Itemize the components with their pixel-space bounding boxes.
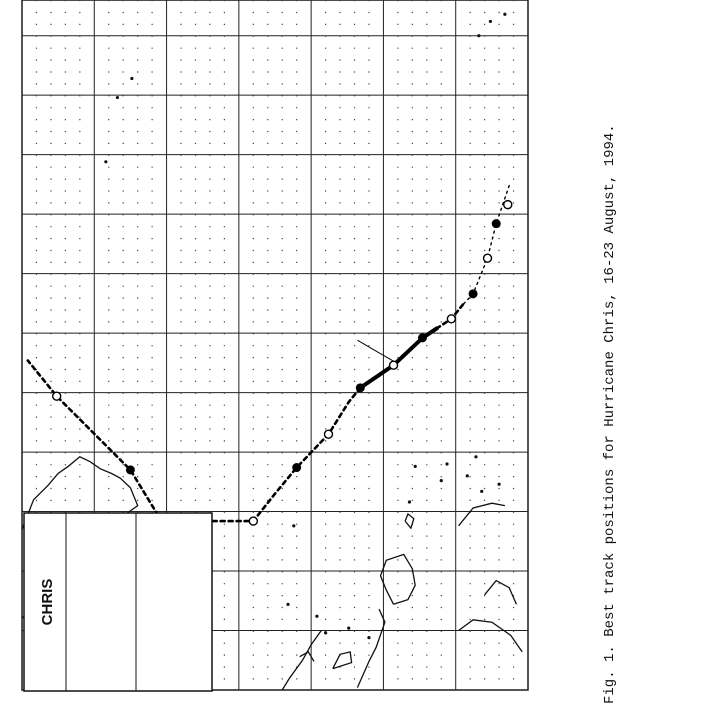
island-dot — [466, 474, 469, 477]
coastline — [282, 631, 321, 691]
coastline — [459, 503, 505, 526]
position-12utc-marker — [249, 517, 257, 525]
island-dot — [503, 13, 506, 16]
island-dot — [497, 483, 500, 486]
track-segment — [28, 361, 361, 525]
island-dot — [104, 160, 107, 163]
figure-caption: Fig. 1. Best track positions for Hurricane Chris, 16-23 August, 1994. — [602, 124, 618, 704]
coastline — [485, 581, 517, 605]
island-dot — [130, 77, 133, 80]
island-dot — [116, 96, 119, 99]
coastline — [333, 652, 352, 669]
island-dot — [324, 631, 327, 634]
coastline — [459, 620, 523, 652]
legend-title: CHRIS — [39, 578, 56, 626]
storm-track — [28, 186, 512, 529]
position-00utc-marker — [292, 463, 301, 472]
position-00utc-marker — [126, 465, 135, 474]
island-dot — [489, 20, 492, 23]
position-12utc-marker — [484, 254, 492, 262]
island-dot — [408, 500, 411, 503]
island-dot — [477, 34, 480, 37]
coastline — [357, 609, 385, 688]
legend — [24, 513, 212, 691]
coastline — [381, 554, 416, 604]
position-00utc-marker — [492, 219, 501, 228]
island-dot — [292, 524, 295, 527]
position-00utc-marker — [469, 289, 478, 298]
position-12utc-marker — [504, 201, 512, 209]
position-12utc-marker — [447, 315, 455, 323]
island-dot — [414, 465, 417, 468]
island-dot — [445, 462, 448, 465]
island-dot — [315, 615, 318, 618]
position-00utc-marker — [418, 333, 427, 342]
position-00utc-marker — [356, 383, 365, 392]
island-dot — [440, 479, 443, 482]
island-dot — [347, 627, 350, 630]
pressure-leader-line — [357, 340, 393, 361]
position-12utc-marker — [53, 392, 61, 400]
island-dot — [367, 636, 370, 639]
island-dot — [286, 603, 289, 606]
island-dot — [480, 490, 483, 493]
island-dot — [474, 455, 477, 458]
position-12utc-marker — [390, 361, 398, 369]
coastline — [405, 514, 414, 528]
position-12utc-marker — [324, 430, 332, 438]
coastline — [300, 652, 314, 662]
